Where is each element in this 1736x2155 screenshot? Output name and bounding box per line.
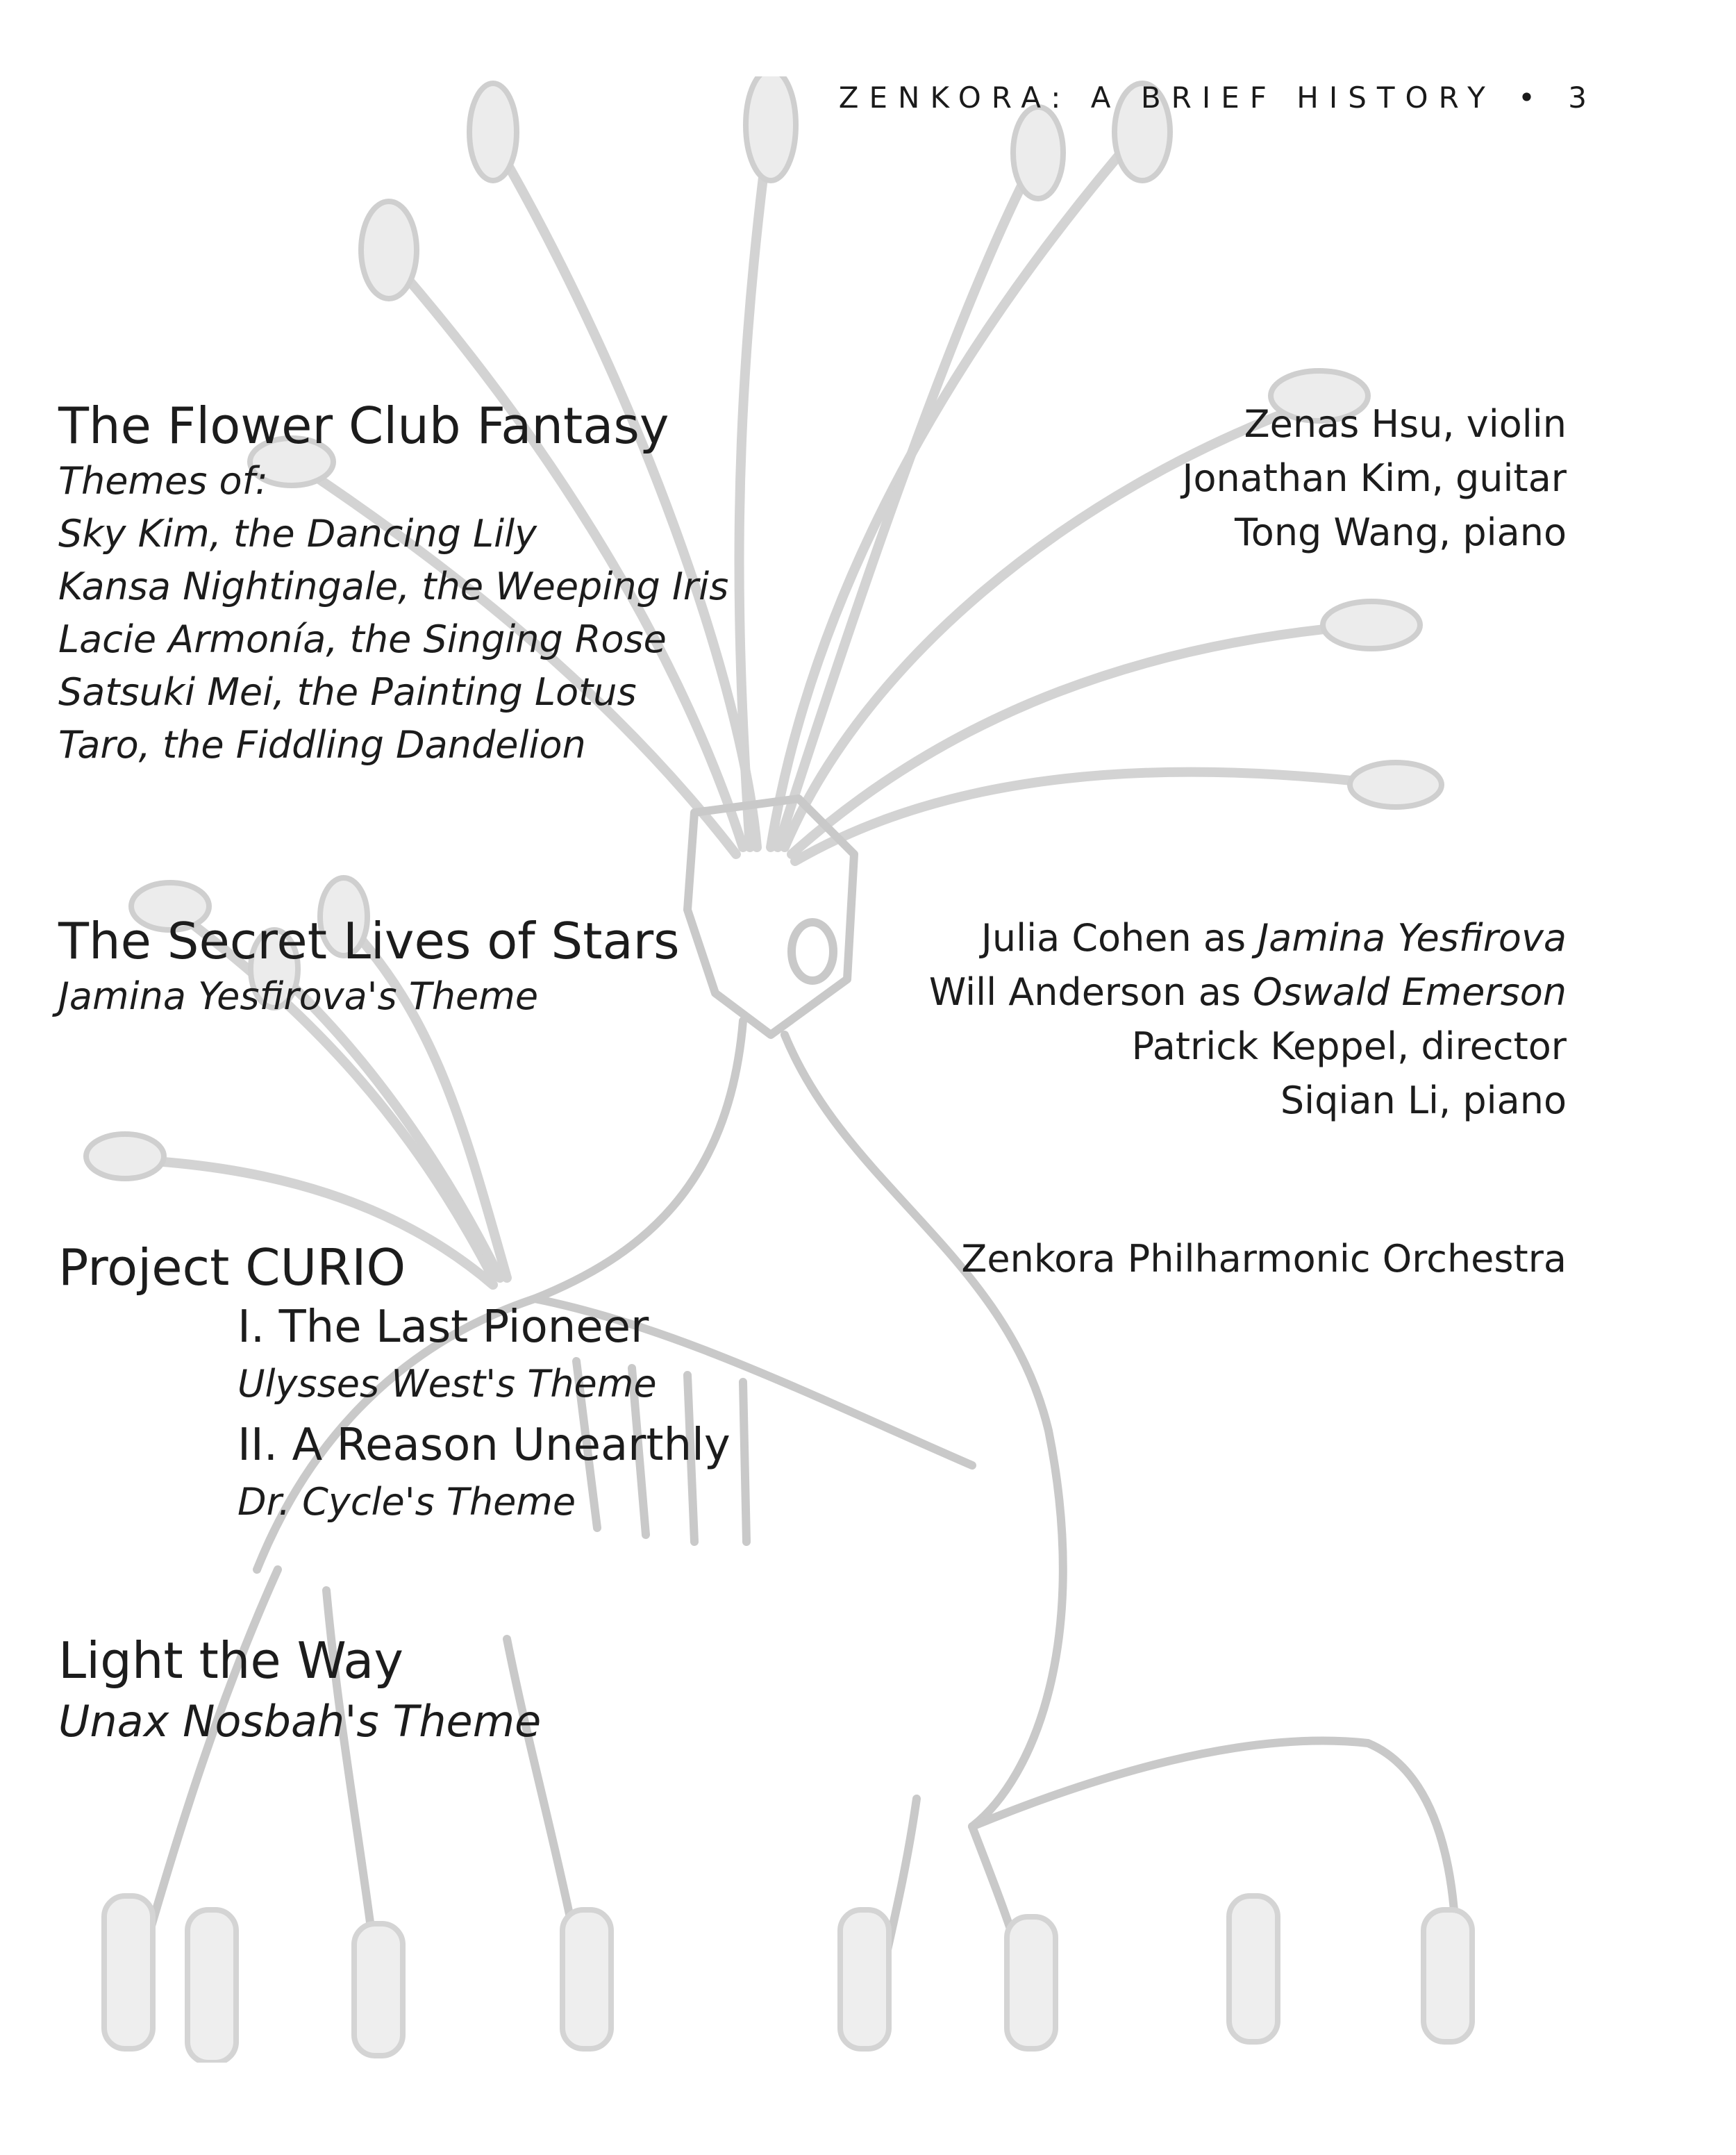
piece-line: Jamina Yesfirova's Theme	[58, 974, 539, 1018]
performer-connector: as	[1191, 916, 1258, 960]
header-separator: •	[1518, 81, 1546, 115]
performers-flower-club	[1183, 397, 1567, 560]
running-header	[839, 81, 1597, 115]
piece-project-curio	[58, 1239, 731, 1533]
piece-line: Sky Kim, the Dancing Lily	[58, 511, 537, 556]
piece-line: Taro, the Fiddling Dandelion	[58, 722, 586, 767]
performers-secret-lives	[929, 911, 1567, 1128]
piece-title: Light the Way	[58, 1631, 403, 1690]
piece-secret-lives-of-stars	[58, 913, 680, 1023]
movement-subtitle: Dr. Cycle's Theme	[237, 1479, 576, 1524]
performer-name: Will Anderson	[928, 970, 1187, 1014]
performer-with-role	[929, 965, 1567, 1020]
performer-role: Oswald Emerson	[1253, 970, 1567, 1014]
performer: Zenas Hsu, violin	[1244, 402, 1567, 446]
performer: Jonathan Kim, guitar	[1182, 456, 1567, 500]
movement	[58, 1297, 731, 1529]
piece-flower-club-fantasy	[58, 397, 728, 772]
movement-title: I. The Last Pioneer	[237, 1301, 649, 1353]
performer: Siqian Li, piano	[1280, 1079, 1567, 1122]
movement-subtitle: Ulysses West's Theme	[237, 1361, 657, 1406]
performer: Tong Wang, piano	[1234, 510, 1567, 554]
movement-title: II. A Reason Unearthly	[237, 1419, 731, 1471]
piece-light-the-way	[58, 1632, 541, 1754]
piece-line: Lacie Armonía, the Singing Rose	[58, 617, 667, 661]
performer: Zenkora Philharmonic Orchestra	[961, 1237, 1567, 1281]
header-title: ZENKORA: A BRIEF HISTORY	[838, 81, 1496, 115]
performer-with-role	[929, 911, 1567, 965]
piece-line: Satsuki Mei, the Painting Lotus	[58, 669, 637, 714]
piece-line: Kansa Nightingale, the Weeping Iris	[58, 564, 729, 608]
piece-title: The Flower Club Fantasy	[58, 397, 669, 455]
performers-project-curio	[961, 1232, 1567, 1286]
piece-line: Unax Nosbah's Theme	[58, 1695, 542, 1747]
piece-line: Themes of:	[58, 458, 268, 503]
piece-title: Project CURIO	[58, 1238, 406, 1297]
piece-title: The Secret Lives of Stars	[58, 912, 680, 970]
performer-name: Julia Cohen	[980, 916, 1192, 960]
performer-role: Jamina Yesfirova	[1258, 916, 1567, 960]
page-number: 3	[1568, 81, 1597, 115]
performer: Patrick Keppel, director	[1131, 1024, 1567, 1068]
performer-connector: as	[1186, 970, 1253, 1014]
